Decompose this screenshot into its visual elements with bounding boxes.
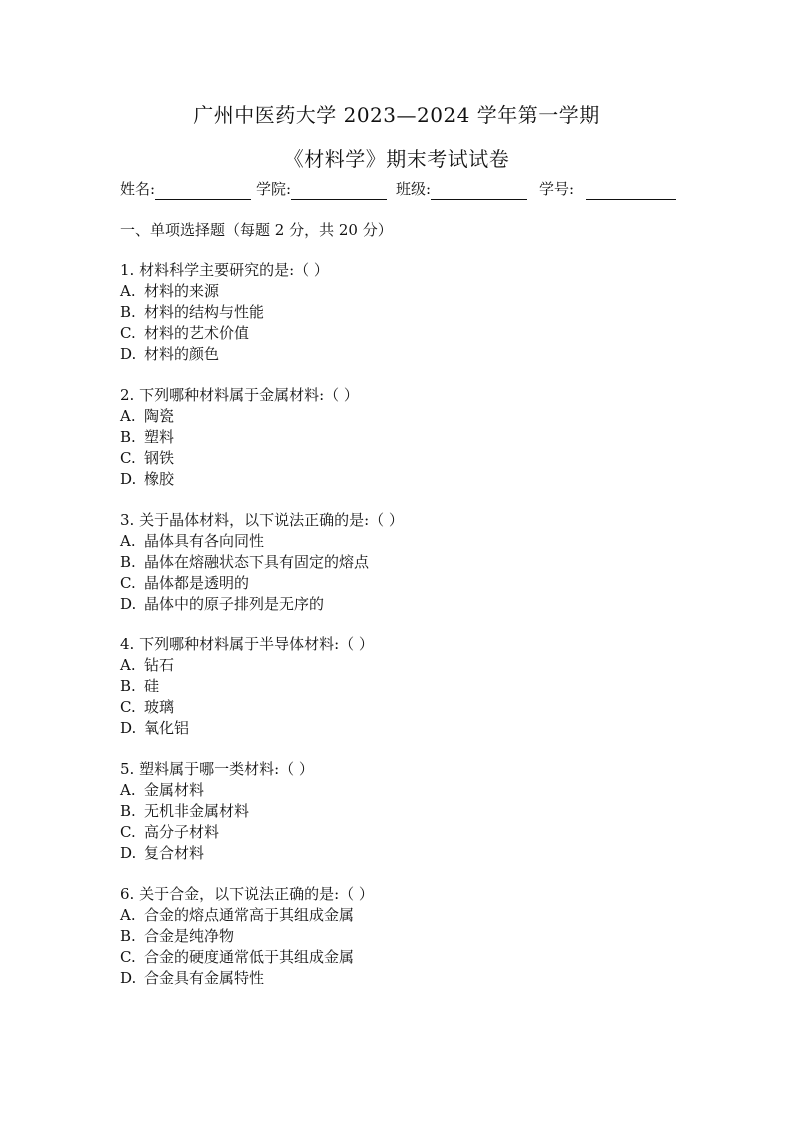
option-b[interactable] [120,801,680,822]
option-c[interactable] [120,573,680,594]
exam-title-line2: 《材料学》期末考试试卷 [283,147,510,171]
option-letter: C. [120,324,136,342]
question-stem: 2. 下列哪种材料属于金属材料:（ ） [120,386,359,404]
option-b[interactable] [120,302,680,323]
option-letter: C. [120,574,136,592]
student-info-row [120,178,680,200]
option-d[interactable] [120,968,680,989]
option-letter: A. [120,532,136,550]
option-text: 金属材料 [144,781,205,799]
option-letter: A. [120,781,136,799]
option-text: 橡胶 [144,470,175,488]
question-stem: 1. 材料科学主要研究的是:（ ） [120,261,329,279]
option-text: 晶体中的原子排列是无序的 [144,595,325,613]
option-letter: A. [120,906,136,924]
question-4 [120,634,680,739]
option-b[interactable] [120,552,680,573]
option-d[interactable] [120,843,680,864]
option-text: 晶体在熔融状态下具有固定的熔点 [144,553,370,571]
option-a[interactable] [120,281,680,302]
student-id-blank-line[interactable] [586,181,676,200]
option-c[interactable] [120,697,680,718]
college-field[interactable] [256,178,387,200]
class-field[interactable] [396,178,527,200]
option-text: 合金是纯净物 [144,927,235,945]
student-id-field[interactable] [539,178,676,200]
option-a[interactable] [120,780,680,801]
option-text: 硅 [144,677,160,695]
option-letter: D. [120,844,137,862]
option-a[interactable] [120,406,680,427]
name-field[interactable] [120,178,251,200]
option-text: 玻璃 [144,698,175,716]
option-letter: B. [120,428,136,446]
question-3 [120,510,680,615]
question-stem: 3. 关于晶体材料，以下说法正确的是:（ ） [120,511,404,529]
option-text: 钢铁 [144,449,175,467]
option-text: 氧化铝 [144,719,190,737]
option-text: 钻石 [144,656,175,674]
option-c[interactable] [120,822,680,843]
option-text: 晶体都是透明的 [144,574,250,592]
option-letter: D. [120,969,137,987]
question-2 [120,385,680,490]
student-id-label: 学号: [539,180,575,198]
option-text: 合金的熔点通常高于其组成金属 [144,906,355,924]
name-blank-line[interactable] [155,181,251,200]
option-text: 材料的结构与性能 [144,303,265,321]
option-text: 晶体具有各向同性 [144,532,265,550]
option-text: 材料的来源 [144,282,220,300]
option-letter: A. [120,407,136,425]
question-stem: 4. 下列哪种材料属于半导体材料:（ ） [120,635,374,653]
college-label: 学院: [256,180,292,198]
option-letter: D. [120,345,137,363]
option-b[interactable] [120,926,680,947]
option-text: 塑料 [144,428,175,446]
option-letter: C. [120,698,136,716]
option-letter: B. [120,927,136,945]
option-letter: C. [120,449,136,467]
option-letter: B. [120,303,136,321]
option-d[interactable] [120,344,680,365]
option-c[interactable] [120,448,680,469]
option-text: 复合材料 [144,844,205,862]
class-blank-line[interactable] [431,181,527,200]
exam-title-line1: 广州中医药大学 2023—2024 学年第一学期 [193,103,600,127]
option-text: 合金的硬度通常低于其组成金属 [144,948,355,966]
class-label: 班级: [396,180,432,198]
option-letter: D. [120,470,137,488]
question-1 [120,260,680,365]
option-letter: B. [120,802,136,820]
option-letter: A. [120,282,136,300]
option-a[interactable] [120,531,680,552]
option-a[interactable] [120,905,680,926]
question-stem: 5. 塑料属于哪一类材料:（ ） [120,760,314,778]
option-text: 材料的艺术价值 [144,324,250,342]
option-letter: B. [120,553,136,571]
question-6 [120,884,680,989]
option-letter: A. [120,656,136,674]
option-text: 合金具有金属特性 [144,969,265,987]
option-letter: C. [120,823,136,841]
option-letter: D. [120,595,137,613]
name-label: 姓名: [120,180,156,198]
option-b[interactable] [120,676,680,697]
option-c[interactable] [120,323,680,344]
option-text: 材料的颜色 [144,345,220,363]
option-d[interactable] [120,718,680,739]
option-text: 陶瓷 [144,407,175,425]
option-text: 高分子材料 [144,823,220,841]
option-d[interactable] [120,469,680,490]
option-b[interactable] [120,427,680,448]
option-c[interactable] [120,947,680,968]
option-a[interactable] [120,655,680,676]
option-d[interactable] [120,594,680,615]
section-heading: 一、单项选择题（每题 2 分，共 20 分） [120,221,393,239]
college-blank-line[interactable] [291,181,387,200]
option-letter: C. [120,948,136,966]
question-5 [120,759,680,864]
option-letter: D. [120,719,137,737]
option-letter: B. [120,677,136,695]
question-stem: 6. 关于合金，以下说法正确的是:（ ） [120,885,374,903]
option-text: 无机非金属材料 [144,802,250,820]
